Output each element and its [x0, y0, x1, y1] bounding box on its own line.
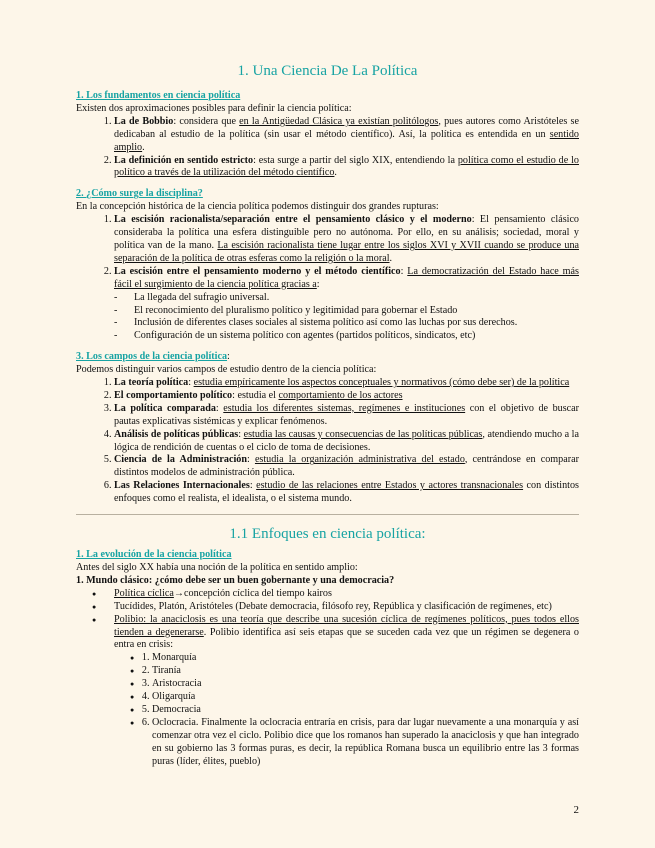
- section-heading-campos: 3. Los campos de la ciencia política:: [76, 351, 230, 363]
- list-item: 3. La política comparada: estudia los diferentes sistemas, regímenes e instituciones con el objetivo de buscar pautas explicativas sistémicas y explicar fenómenos.: [114, 403, 579, 429]
- list-item: - La llegada del sufragio universal.: [134, 292, 579, 305]
- numbered-list: [76, 377, 579, 506]
- sub-heading: 1. Mundo clásico: ¿cómo debe ser un buen gobernante y una democracia?: [76, 574, 395, 586]
- bullet-list: [76, 588, 579, 769]
- section-heading-fundamentos: 1. Los fundamentos en ciencia política: [76, 90, 241, 101]
- list-item: 6. Las Relaciones Internacionales: estudio de las relaciones entre Estados y actores transnacionales con distintos enfoques como el realista, el idealista, o el sistema mundo.: [114, 480, 579, 506]
- list-item: 2. La escisión entre el pensamiento moderno y el método científico: La democratización del Estado hace más fácil el surgimiento de la ciencia política gracias a:: [114, 266, 579, 292]
- list-item: 2. La definición en sentido estricto: esta surge a partir del siglo XIX, entendiendo la política como el estudio de lo político a través de la utilización del método científico.: [114, 155, 579, 181]
- list-item: ● Tucídides, Platón, Aristóteles (Debate democracia, filósofo rey, República y clasificación de regímenes, etc): [114, 601, 579, 614]
- list-item: ● 2. Tiranía: [152, 665, 579, 678]
- page-number: 2: [573, 804, 579, 816]
- section-intro: Existen dos aproximaciones posibles para definir la ciencia política:: [76, 102, 352, 114]
- list-item: ● Polibio: la anaciclosis es una teoría que describe una sucesión cíclica de regímenes políticos, pues todos ellos tienden a degenerarse. Polibio identifica así seis etapas que se suceden cada vez que un régimen se degenera o entra en crisis: ● 1. Monarquía ● 2. Tiranía ● 3. Aristocracia ● 4. Oligarquía ● 5. Democracia ● 6. Oclocracia. Finalmente la oclocracia entraría en crisis, para dar lugar nuevamente a una monarquía y así comenzar otra vez el ciclo. Polibio dice que los romanos han superado la anaciclosis y que han integrado en su gobierno las 3 formas puras, es decir, la república Romana busca un equilibrio entre las 3 formas puras (líder, élites, pueblo): [114, 614, 579, 769]
- list-item: - Configuración de un sistema político con agentes (partidos políticos, sindicatos, etc): [134, 330, 579, 343]
- page-subtitle: 1.1 Enfoques en ciencia política:: [229, 526, 426, 543]
- section-intro: Podemos distinguir varios campos de estudio dentro de la ciencia política:: [76, 364, 377, 376]
- list-item: 2. El comportamiento político: estudia el comportamiento de los actores: [114, 390, 579, 403]
- page-title: 1. Una Ciencia De La Política: [237, 63, 418, 79]
- stage-list: [114, 652, 579, 768]
- list-item: ● 5. Democracia: [152, 704, 579, 717]
- list-item: ● 3. Aristocracia: [152, 678, 579, 691]
- section-heading-evolucion: 1. La evolución de la ciencia política: [76, 549, 232, 561]
- list-item: 5. Ciencia de la Administración: estudia la organización administrativa del estado, centrándose en comparar distintos modelos de administración pública.: [114, 454, 579, 480]
- list-item: 1. La escisión racionalista/separación entre el pensamiento clásico y el moderno: El pensamiento clásico consideraba la política una esfera distinguible pero no autónoma. Por ello, en su análisis; sociedad, moral y política van de la mano. La escisión racionalista tiene lugar entre los siglos XVI y XVII cuando se produce una separación de la política de otras esferas como la religión o la moral.: [114, 214, 579, 266]
- section-intro: Antes del siglo XX había una noción de la política en sentido amplio:: [76, 562, 358, 573]
- list-item: ● 4. Oligarquía: [152, 691, 579, 704]
- section-heading-disciplina: 2. ¿Cómo surge la disciplina?: [76, 188, 203, 200]
- numbered-list: [76, 214, 579, 291]
- dash-list: [76, 292, 579, 344]
- list-item: ● Política cíclica→concepción cíclica del tiempo kairos: [114, 588, 579, 601]
- list-item: - Inclusión de diferentes clases sociales al sistema político así como las luchas por sus derechos.: [134, 317, 579, 330]
- list-item: 4. Análisis de políticas públicas: estudia las causas y consecuencias de las políticas públicas, atendiendo mucho a la lógica de rendición de cuentas o el ciclo de toma de decisiones.: [114, 429, 579, 455]
- list-item: ● 6. Oclocracia. Finalmente la oclocracia entraría en crisis, para dar lugar nuevamente a una monarquía y así comenzar otra vez el ciclo. Polibio dice que los romanos han superado la anaciclosis y que han integrado en su gobierno las 3 formas puras, es decir, la república Romana busca un equilibrio entre las 3 formas puras (líder, élites, pueblo): [152, 717, 579, 769]
- list-item: - El reconocimiento del pluralismo político y legitimidad para gobernar el Estado: [134, 305, 579, 318]
- section-divider: [76, 514, 579, 515]
- list-item: ● 1. Monarquía: [152, 652, 579, 665]
- section-intro: En la concepción histórica de la ciencia política podemos distinguir dos grandes rupturas:: [76, 201, 439, 213]
- list-item: 1. La de Bobbio: considera que en la Antigüedad Clásica ya existían politólogos, pues autores como Aristóteles se dedicaban al estudio de la política (sin usar el método científico). Así, la política es entendida en un sentido amplio.: [114, 116, 579, 155]
- list-item: 1. La teoría política: estudia empíricamente los aspectos conceptuales y normativos (cómo debe ser) de la política: [114, 377, 579, 390]
- numbered-list: [76, 116, 579, 181]
